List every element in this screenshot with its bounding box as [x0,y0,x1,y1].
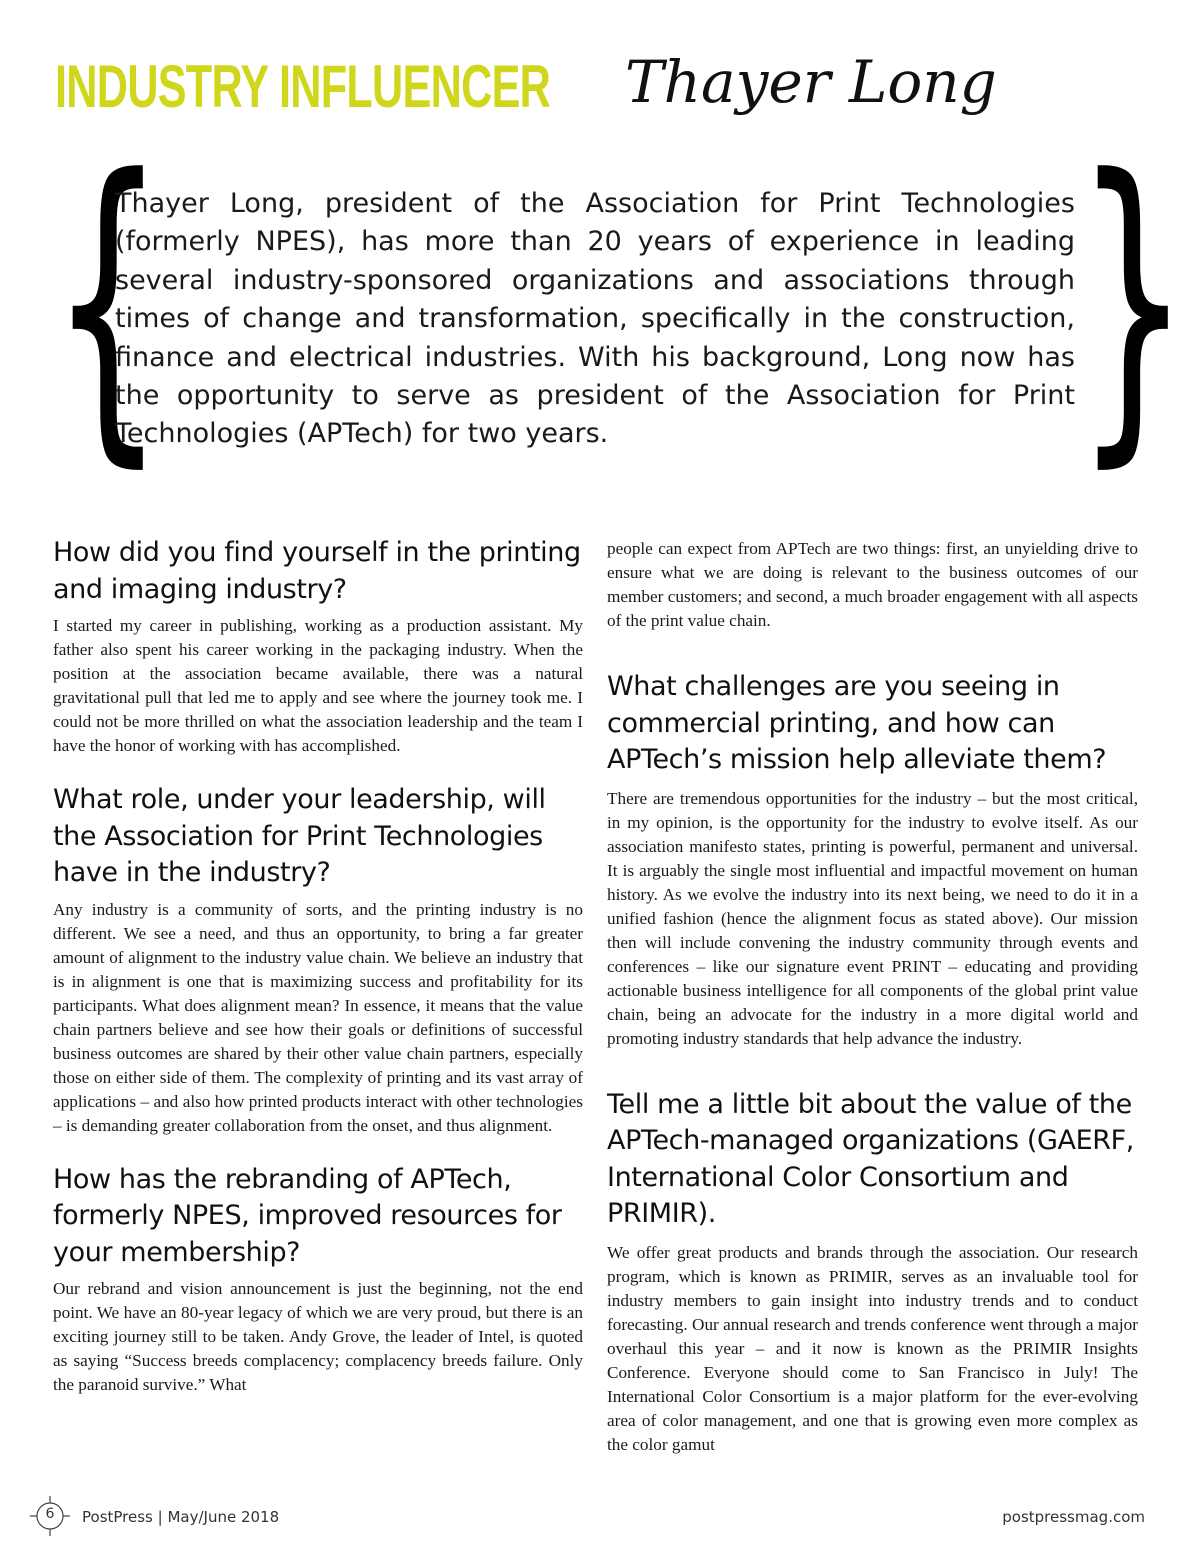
question-heading: Tell me a little bit about the value of the APTech-managed organizations (GAERF, International Color Consortium and PRIMIR). [607,1088,1134,1229]
answer-paragraph: There are tremendous opportunities for the industry – but the most critical, in my opinion, is the opportunity for the industry to evolve itself. As our association manifesto states, printing is powerful, permanent and universal. It is arguably the single most influential and impactful movement on human history. As we evolve the industry into its next being, we need to do it in a unified fashion (hence the alignment focus as stated above). Our mission then will include convening the industry community through events and conferences – like our signature event PRINT – educating and providing actionable business intelligence for all components of the global print value chain, being an advocate for the industry in a more digital world and promoting industry standards that help advance the industry. [607,788,1138,1048]
question-heading: How has the rebranding of APTech, formerly NPES, improved resources for your membership? [53,1163,562,1268]
section-title: INDUSTRY INFLUENCER [55,53,551,120]
question-heading: What challenges are you seeing in commercial printing, and how can APTech’s mission help alleviate them? [607,671,1107,775]
left-column [53,535,583,1421]
intro-paragraph: Thayer Long, president of the Association for Print Technologies (formerly NPES), has more than 20 years of experience in leading several industry-sponsored organizations and associations through times of change and transformation, specifically in the construction, finance and electrical industries. With his background, Long now has the opportunity to serve as president of the Association for Print Technologies (APTech) for two years. [115,188,1075,450]
left-brace-icon: { [50,110,166,494]
question-heading: What role, under your leadership, will the Association for Print Technologies have in the industry? [53,784,546,888]
website-link[interactable]: postpressmag.com [1002,1508,1145,1526]
intro-block [50,110,1191,495]
answer-paragraph: Our rebrand and vision announcement is just the beginning, not the end point. We have an 80-year legacy of which we are very proud, but there is an exciting journey still to be taken. Andy Grove, the leader of Intel, is quoted as saying “Success breeds complacency; complacency breeds failure. Only the paranoid survive.” What [53,1279,583,1394]
answer-paragraph: We offer great products and brands through the association. Our research program, which is known as PRIMIR, serves as an invaluable tool for industry members to gain insight into industry trends and to conduct forecasting. Our annual research and trends conference went through a major overhaul this year – and it now is known as the PRIMIR Insights Conference. Everyone should come to San Francisco in July! The International Color Consortium is a major platform for the ever-evolving area of color management, and one that is growing even more complex as the color gamut [607,1242,1138,1454]
article-header [55,48,1155,158]
subject-name-script: Thayer Long [625,48,997,116]
publication-info: PostPress | May/June 2018 [82,1508,280,1526]
answer-paragraph: Any industry is a community of sorts, and the printing industry is no different. We see a need, and thus an opportunity, to bring a far greater amount of alignment to the industry value chain. We believe an industry that is in alignment is one that is maximizing success and profitability for its participants. What does alignment mean? In essence, it means that the value chain partners believe and see how their goals or definitions of successful business outcomes are shared by their other value chain partners, especially those on either side of them. The complexity of printing and its vast array of applications – and also how printed products interact with other technologies – is demanding greater collaboration from the onset, and thus alignment. [53,899,583,1135]
page-footer [30,1496,1145,1536]
answer-paragraph: I started my career in publishing, working as a production assistant. My father also spent his career working in the packaging industry. When the position at the association became available, there was a natural gravitational pull that led me to apply and see where the journey took me. I could not be more thrilled on what the association leadership and the team I have the honor of working with has accomplished. [53,616,583,755]
right-brace-icon: } [1075,110,1191,494]
answer-paragraph-continued: people can expect from APTech are two things: first, an unyielding drive to ensure what we are doing is relevant to the business outcomes of our member customers; and second, a much broader engagement with all aspects of the print value chain. [607,539,1138,630]
right-column [607,537,1138,1481]
page-number: 6 [45,1506,55,1522]
question-heading: How did you find yourself in the printing and imaging industry? [53,537,581,605]
